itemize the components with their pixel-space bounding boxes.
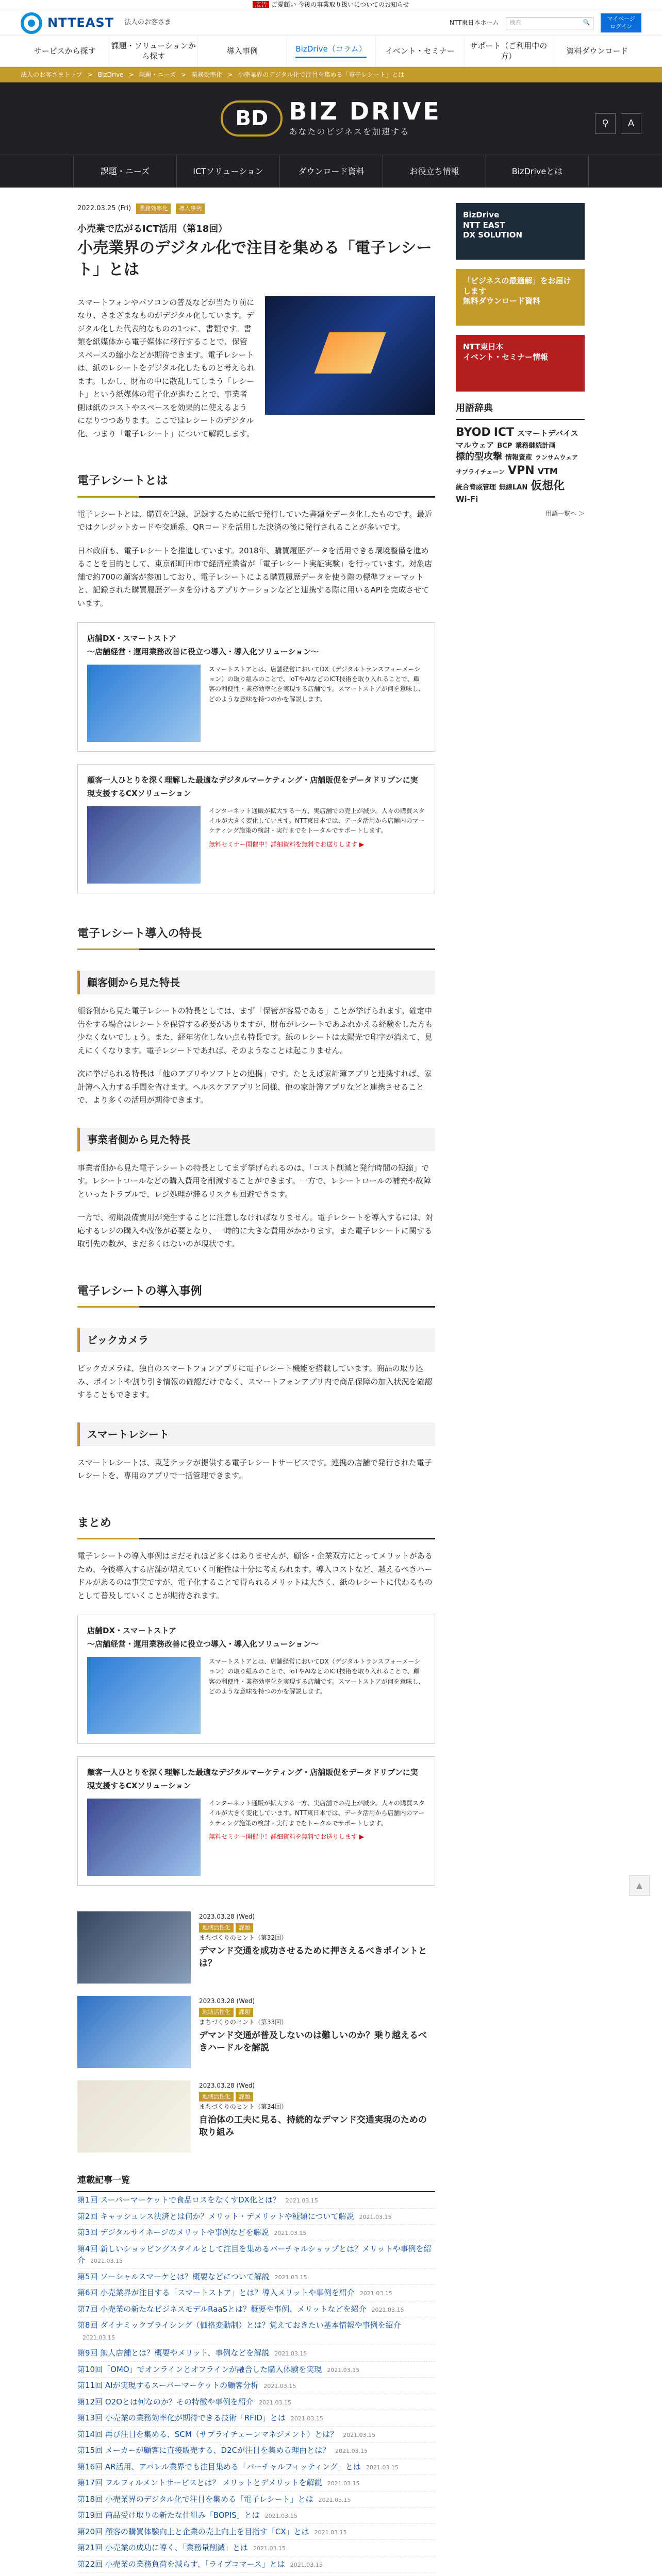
related-date: 2023.03.28 (Wed) (199, 1997, 255, 2005)
series-item[interactable] (77, 2524, 435, 2540)
glossary-term[interactable]: 統合脅威管理 (456, 483, 496, 492)
series-item-title[interactable]: 第13回 小売業の業務効率化が期待できる技術「RFID」とは (77, 2413, 286, 2423)
series-item-date: 2021.03.15 (359, 2213, 392, 2221)
section-heading: 電子レシートとは (77, 471, 435, 497)
related-title[interactable]: デマンド交通が普及しないのは難しいのか？乗り越えるべきハードルを解説 (199, 2030, 427, 2053)
glossary-terms (456, 425, 585, 504)
related-series: まちづくりのヒント（第32回） (199, 1934, 288, 1942)
nav-events[interactable]: イベント・セミナー (376, 36, 465, 66)
glossary-term[interactable]: ICT (493, 426, 515, 439)
card-text: スマートストアとは、店舗経営においてDX（デジタルトランスフォーメーション）の取り組みのことで、IoTやAIなどのICT技術を取り入れることで、顧客の利便性・業務効率化を実現する店舗です。スマートストアが何を意味し、どのような意味を持つのかを解説します。 (209, 1658, 425, 1695)
section-heading: 電子レシートの導入事例 (77, 1282, 435, 1308)
brand-name: NTTEAST (47, 15, 114, 30)
series-item-title[interactable]: 第1回 スーパーマーケットで食品ロスをなくすDX化とは？ (77, 2195, 280, 2205)
hero-image (265, 296, 435, 415)
series-item-title[interactable]: 第6回 小売業界が注目する「スマートストア」とは？導入メリットや事例を紹介 (77, 2288, 355, 2298)
paragraph: スマートレシートは、東芝テックが提供する電子レシートサービスです。連携の店舗で発行された電子レシートを、専用のアプリで一括管理できます。 (77, 1458, 432, 1481)
card-title: 顧客一人ひとりを深く理解した最適なデジタルマーケティング・店舗販促をデータドリブンに実現支援するCXソリューション (87, 1768, 418, 1790)
series-item-title[interactable]: 第12回 O2Oとは何なのか？その特徴や事例を紹介 (77, 2397, 254, 2406)
glossary-term[interactable]: マルウェア (456, 440, 494, 450)
related-thumb (77, 2080, 191, 2153)
series-item-title[interactable]: 第9回 無人店舗とは？概要やメリット、事例などを解説 (77, 2348, 270, 2358)
related-series: まちづくりのヒント（第33回） (199, 2019, 288, 2026)
glossary-term[interactable]: BYOD (456, 426, 491, 439)
article-date: 2022.03.25 (Fri) (77, 205, 131, 212)
subsection-heading: ビックカメラ (77, 1328, 435, 1352)
bizdrive-logo[interactable] (221, 98, 441, 139)
series-item-title[interactable]: 第15回 メーカーが顧客に直接販売する、D2Cが注目を集める理由とは？ (77, 2446, 330, 2455)
series-item-date: 2021.03.15 (82, 2334, 115, 2341)
series-item[interactable] (77, 2269, 435, 2285)
related-thumb (77, 1996, 191, 2068)
series-item-title[interactable]: 第21回 小売業の成功に導く、「業務量削減」とは (77, 2543, 249, 2553)
glossary-term[interactable]: VPN (508, 464, 535, 478)
series-item[interactable] (77, 2459, 435, 2476)
series-item[interactable] (77, 2345, 435, 2362)
series-item-title[interactable]: 第4回 新しいショッピングスタイルとして注目を集めるバーチャルショップとは？メリットや事例を紹介 (77, 2244, 432, 2265)
glossary-term[interactable]: ランサムウェア (535, 453, 578, 461)
breadcrumb-item[interactable]: 業務効率化 (191, 71, 223, 78)
breadcrumb-item[interactable]: 法人のお客さまトップ (21, 71, 82, 78)
solution-card[interactable] (77, 764, 435, 893)
series-item[interactable] (77, 2556, 435, 2573)
glossary-heading: 用語辞典 (456, 401, 585, 420)
section-heading: 電子レシート導入の特長 (77, 924, 435, 950)
paragraph: 電子レシートの導入事例はまだそれほど多くはありませんが、顧客・企業双方にとってメリットがあるため、今後導入する店舗が増えていく可能性は十分に考えられます。導入コストなど、越えるべきハードルがあるのは事実ですが、電子化することで得られるメリットは大きく、紙のレシートに代わるものとして普及していくことが期待されます。 (77, 1551, 433, 1600)
series-item-title[interactable]: 第3回 デジタルサイネージのメリットや事例などを解説 (77, 2228, 269, 2238)
page-top-button[interactable]: ▲ (629, 1875, 650, 1896)
series-item[interactable] (77, 2317, 435, 2345)
related-tag[interactable]: 課題 (236, 1923, 253, 1933)
section-heading: まとめ (77, 1514, 435, 1539)
ntt-east-logo[interactable] (21, 12, 171, 34)
card-image (87, 1799, 201, 1876)
series-item-date: 2021.03.15 (290, 2415, 323, 2422)
paragraph: 電子レシートとは、購買を記録、記録するために紙で発行していた書類をデータ化したものです。最近ではクレジットカードや交通系、QRコードを活用した決済の後に発行されることが多いです。 (77, 509, 433, 532)
card-image (87, 806, 201, 884)
solution-card[interactable] (77, 1756, 435, 1886)
subsection-heading: 事業者側から見た特長 (77, 1128, 435, 1151)
related-tag[interactable]: 課題 (236, 2008, 253, 2018)
related-date: 2023.03.28 (Wed) (199, 2082, 255, 2090)
card-text: インターネット通販が拡大する一方、実店舗での売上が減少。人々の購買スタイルが大きく変化しています。NTT東日本では、データ活用から店舗内のマーケティング施策の検討・実行までをトータルでサポートします。 (209, 1800, 425, 1827)
site-header (0, 10, 662, 36)
breadcrumb-item[interactable]: 課題・ニーズ (139, 71, 176, 78)
series-item-date: 2021.03.15 (366, 2464, 399, 2471)
ntt-home-link[interactable]: NTT東日本ホーム (450, 19, 499, 27)
series-item-title[interactable]: 第2回 キャッシュレス決済とは何か？メリット・デメリットや種類について解説 (77, 2211, 354, 2221)
series-item[interactable] (77, 2225, 435, 2241)
series-item[interactable] (77, 2378, 435, 2394)
bizdrive-nav-item[interactable]: お役立ち情報 (383, 155, 486, 188)
subsection-heading: 顧客側から見た特長 (77, 971, 435, 994)
sidebar-banner[interactable]: 「ビジネスの最適解」をお届けします 無料ダウンロード資料 (456, 269, 585, 326)
related-article[interactable] (77, 1996, 435, 2068)
sidebar-banner[interactable]: BizDrive NTT EAST DX SOLUTION (456, 203, 585, 260)
article-tag[interactable]: 導入事例 (176, 204, 205, 214)
bizdrive-banner (0, 82, 662, 155)
subsection-heading: スマートレシート (77, 1422, 435, 1446)
nav-solutions[interactable]: 課題・ソリューションから探す (109, 36, 198, 66)
related-tag[interactable]: 地域活性化 (199, 2008, 234, 2018)
related-title[interactable]: 自治体の工夫に見る、持続的なデマンド交通実現のための取り組み (199, 2114, 427, 2138)
glossary-term[interactable]: サプライチェーン (456, 468, 505, 476)
series-item-title[interactable]: 第22回 小売業の業務負荷を減らす、「ライブコマース」とは (77, 2559, 285, 2569)
brand-sub: 法人のお客さま (124, 19, 172, 27)
series-item-title[interactable]: 第20回 顧客の購買体験向上と企業の売上向上を目指す「CX」とは (77, 2527, 309, 2536)
bizdrive-tagline: あなたのビジネスを加速する (289, 126, 409, 137)
solution-card[interactable] (77, 622, 435, 752)
series-item-date: 2021.03.15 (371, 2306, 404, 2313)
series-item-title[interactable]: 第8回 ダイナミックプライシング（価格変動制）とは？覚えておきたい基本情報や事例を紹介 (77, 2320, 401, 2330)
card-title: 顧客一人ひとりを深く理解した最適なデジタルマーケティング・店舗販促をデータドリブンに実現支援するCXソリューション (87, 775, 418, 798)
series-heading: 連載記事一覧 (77, 2173, 435, 2192)
series-item-title[interactable]: 第17回 フルフィルメントサービスとは？ メリットとデメリットを解説 (77, 2478, 322, 2488)
paragraph: ビックカメラは、独自のスマートフォンアプリに電子レシート機能を搭載しています。商品の取り込み、ポイントや割り引き情報の確認だけでなく、スマートフォンアプリ内で商品保障の加入状況を確認することもできます。 (77, 1364, 433, 1400)
series-item[interactable] (77, 2540, 435, 2556)
related-date: 2023.03.28 (Wed) (199, 1913, 255, 1921)
series-item-date: 2021.03.15 (314, 2529, 347, 2536)
solution-card[interactable] (77, 1615, 435, 1744)
related-tag[interactable]: 地域活性化 (199, 2092, 234, 2102)
article-tag[interactable]: 業務効率化 (136, 204, 171, 214)
series-item-date: 2021.03.15 (318, 2496, 351, 2503)
paragraph: 一方で、初期設備費用が発生することに注意しなければなりません。電子レシートを導入するには、対応するレジの購入や改修が必要となり、一時的に大きな費用がかかります。また電子レシートに関する取引先の数が、まだ多くはないのが現状です。 (77, 1213, 434, 1249)
series-item-title[interactable]: 第5回 ソーシャルスマーケとは？概要などについて解説 (77, 2272, 270, 2281)
series-item[interactable] (77, 2285, 435, 2301)
series-item-title[interactable]: 第19回 商品受け取りの新たな仕組み「BOPIS」とは (77, 2511, 260, 2520)
series-item-title[interactable]: 第16回 AR活用、アパレル業界でも注目集める「バーチャルフィッティング」とは (77, 2462, 361, 2471)
series-item[interactable] (77, 2362, 435, 2378)
sidebar-banner[interactable]: NTT東日本 イベント・セミナー情報 (456, 335, 585, 392)
page-title: 小売業界のデジタル化で注目を集める「電子レシート」とは (77, 239, 432, 279)
series-item[interactable] (77, 2192, 435, 2209)
series-item-date: 2021.03.15 (335, 2448, 368, 2455)
card-title: 店舗DX・スマートストア ～店舗経営・運用業務改善に役立つ導入・導入化ソリューション～ (87, 634, 319, 656)
bd-mark: BD (221, 100, 283, 137)
series-item-date: 2021.03.15 (90, 2258, 123, 2265)
series-item-date: 2021.03.15 (285, 2197, 318, 2205)
series-item-date: 2021.03.15 (274, 2230, 307, 2237)
glossary-term[interactable]: 業務継続計画 (515, 442, 556, 450)
series-item[interactable] (77, 2410, 435, 2427)
bizdrive-nav-item[interactable]: 課題・ニーズ (73, 155, 176, 188)
related-tag[interactable]: 地域活性化 (199, 1923, 234, 1933)
series-item-date: 2021.03.15 (253, 2545, 286, 2552)
series-item[interactable] (77, 2301, 435, 2318)
search-placeholder: 検索 (509, 19, 521, 26)
series-item[interactable] (77, 2394, 435, 2411)
glossary-term[interactable]: スマートデバイス (517, 428, 578, 438)
mypage-button[interactable]: マイページ ログイン (601, 13, 641, 32)
glossary-term[interactable]: 無線LAN (499, 483, 528, 492)
glossary-more-link[interactable]: 用語一覧へ ＞ (545, 510, 585, 517)
series-item[interactable] (77, 2443, 435, 2459)
series-item[interactable] (77, 2427, 435, 2443)
nav-cases[interactable]: 導入事例 (198, 36, 287, 66)
paragraph: 日本政府も、電子レシートを推進しています。2018年、購買履歴データを活用できる環境整備を進めることを目的として、東京都町田市で経済産業省が「電子レシート実証実験」を行っています。対象店舗で約700の顧客が参加しており、電子レシートによる購買履歴データを使う際の標準フォーマットと、記録された購買履歴データを分けるアプリケーションなどと連携する際に用いるAPIを完成させています。 (77, 546, 433, 608)
series-item-title[interactable]: 第7回 小売業の新たなビジネスモデルRaaSとは？概要や事例、メリットなどを紹介 (77, 2304, 367, 2314)
series-item-date: 2021.03.15 (259, 2399, 291, 2406)
series-item-date: 2021.03.15 (327, 2366, 360, 2374)
series-item[interactable] (77, 2492, 435, 2508)
paragraph: 次に挙げられる特長は「他のアプリやソフトとの連携」です。たとえば家計簿アプリと連携すれば、家計簿へ入力する手間を省けます。ヘルスケアアプリと同様、他の家計簿アプリなどと連携させることで、より多くの活用が期待できます。 (77, 1069, 432, 1105)
series-item-date: 2021.03.15 (290, 2561, 323, 2568)
article-series: 小売業で広がるICT活用（第18回） (77, 224, 228, 235)
bizdrive-nav-item[interactable]: ダウンロード資料 (279, 155, 383, 188)
related-series: まちづくりのヒント（第34回） (199, 2103, 288, 2111)
series-item[interactable] (77, 2572, 435, 2576)
series-item[interactable] (77, 2475, 435, 2492)
series-item-title[interactable]: 第11回 AIが実現するスーパーマーケットの顧客分析 (77, 2381, 259, 2391)
search-icon[interactable]: ⚲ (595, 113, 616, 134)
series-item-date: 2021.03.15 (274, 2350, 307, 2358)
card-text: インターネット通販が拡大する一方、実店舗での売上が減少。人々の購買スタイルが大きく変化しています。NTT東日本では、データ活用から店舗内のマーケティング施策の検討・実行までをトータルでサポートします。 (209, 807, 425, 835)
bizdrive-title: BIZ DRIVE (289, 97, 441, 126)
search-icon[interactable]: 🔍 (583, 19, 590, 26)
related-article[interactable] (77, 1911, 435, 1984)
series-item-date: 2021.03.15 (343, 2431, 376, 2438)
series-item-title[interactable]: 第18回 小売業界のデジタル化で注目を集める「電子レシート」とは (77, 2494, 313, 2504)
glossary-term[interactable]: 標的型攻撃 (456, 451, 502, 462)
series-item[interactable] (77, 2241, 435, 2269)
paragraph: 顧客側から見た電子レシートの特長としては、まず「保管が容易である」ことが挙げられます。確定申告をする場合はレシートを保管する必要がありますが、財布がレシートであふれかえる経験をした方も少なくないでしょう。また、経年劣化しない点も特長です。紙のレシートは太陽光で印字が消えて、見えにくくなります。電子レシートであれば、そのようなことは起こりません。 (77, 1006, 433, 1055)
series-item-date: 2021.03.15 (263, 2383, 296, 2390)
card-link[interactable]: 無料セミナー開催中！詳細資料を無料でお送りします ▶ (209, 1833, 365, 1840)
series-item[interactable] (77, 2507, 435, 2524)
series-item-date: 2021.03.15 (264, 2513, 297, 2520)
top-notice-bar[interactable] (0, 0, 662, 10)
series-item-title[interactable]: 第10回「OMO」でオンラインとオフラインが融合した購入体験を実現 (77, 2364, 322, 2374)
breadcrumb-current: 小売業界のデジタル化で注目を集める「電子レシート」とは (238, 71, 405, 78)
glossary-term[interactable]: Wi-Fi (456, 494, 478, 504)
nav-support[interactable]: サポート（ご利用中の方） (465, 36, 553, 66)
series-item-date: 2021.03.15 (359, 2290, 392, 2297)
series-item-date: 2021.03.15 (274, 2274, 307, 2281)
related-thumb (77, 1911, 191, 1984)
card-link[interactable]: 無料セミナー開催中！詳細資料を無料でお送りします ▶ (209, 840, 365, 848)
global-nav (0, 36, 662, 67)
series-item-date: 2021.03.15 (327, 2480, 360, 2487)
related-tag[interactable]: 課題 (236, 2092, 253, 2102)
series-item[interactable] (77, 2209, 435, 2225)
notice-badge: 広告 (253, 1, 269, 8)
glossary-term[interactable]: VTM (537, 466, 558, 477)
card-text: スマートストアとは、店舗経営においてDX（デジタルトランスフォーメーション）の取り組みのことで、IoTやAIなどのICT技術を取り入れることで、顧客の利便性・業務効率化を実現する店舗です。スマートストアが何を意味し、どのような意味を持つのかを解説します。 (209, 666, 425, 703)
nav-bizdrive[interactable]: BizDrive（コラム） (287, 36, 375, 66)
nav-services[interactable]: サービスから探す (21, 36, 109, 66)
breadcrumb: 法人のお客さまトップ > BizDrive > 課題・ニーズ > 業務効率化 > 小売業界のデジタル化で注目を集める「電子レシート」とは (0, 67, 662, 82)
article (77, 188, 435, 2576)
card-image (87, 1657, 201, 1734)
bizdrive-nav-item[interactable]: ICTソリューション (176, 155, 279, 188)
font-size-icon[interactable]: A (621, 113, 641, 134)
notice-text[interactable]: ご愛顧い 今後の事業取り扱いについてのお知らせ (271, 1, 409, 9)
series-item-title[interactable]: 第14回 再び注目を集める、SCM（サプライチェーンマネジメント）とは？ (77, 2429, 338, 2439)
bizdrive-nav (0, 155, 662, 188)
card-image (87, 665, 201, 742)
nav-downloads[interactable]: 資料ダウンロード (566, 46, 628, 56)
intro-text: スマートフォンやパソコンの普及などが当たり前になり、さまざまなものがデジタル化しています。デジタル化した代表的なものの1つに、書類です。書類を紙媒体から電子媒体に移行することで、保管スペースの縮小などが期待できます。電子レシートは、紙のレシートをデジタル化したものと考えられます。しかし、財布の中に散乱してしまう「レシート」という紙媒体の電子化が進むことで、事業者側は紙のコストやスペースを効果的に使えるようになりつつあります。ここではレシートのデジタル化、つまり「電子レシート」について解説します。 (77, 297, 255, 438)
glossary-term[interactable]: BCP (497, 442, 512, 450)
related-article[interactable] (77, 2080, 435, 2153)
related-title[interactable]: デマンド交通を成功させるために押さえるべきポイントとは？ (199, 1945, 427, 1969)
glossary-term[interactable]: 情報資産 (505, 453, 533, 462)
bizdrive-nav-item[interactable]: BizDriveとは (486, 155, 589, 188)
paragraph: 事業者側から見た電子レシートの特長としてまず挙げられるのは、「コスト削減と発行時間の短縮」です。レシートロールなどの購入費用を削減することができます。一方で、レシートロールの補充や故障といったトラブルで、レジ処理が滞るリスクも回避できます。 (77, 1163, 431, 1199)
search-input[interactable] (506, 17, 593, 29)
ntt-logo-icon (21, 12, 42, 34)
breadcrumb-item[interactable]: BizDrive (97, 71, 124, 78)
sidebar (456, 188, 585, 2576)
glossary-term[interactable]: 仮想化 (531, 479, 565, 493)
card-title: 店舗DX・スマートストア ～店舗経営・運用業務改善に役立つ導入・導入化ソリューション～ (87, 1626, 319, 1649)
series-list (77, 2173, 435, 2576)
